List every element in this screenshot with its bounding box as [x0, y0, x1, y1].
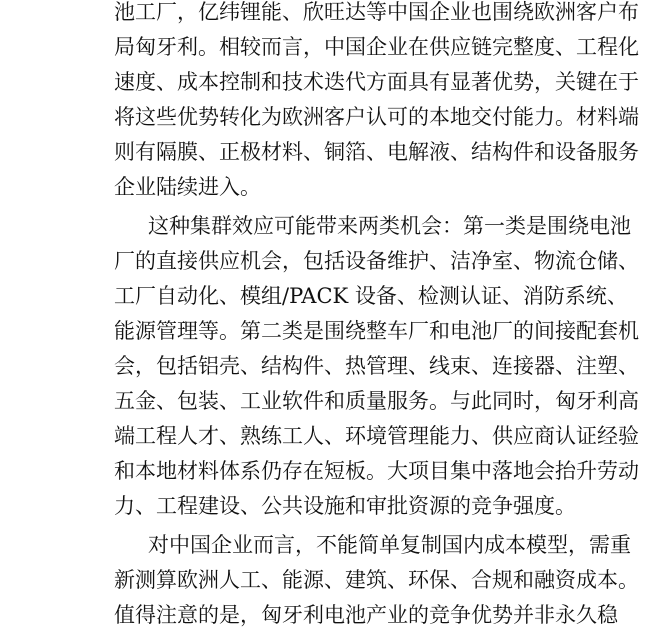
- text-line: 能源管理等。第二类是围绕整车厂和电池厂的间接配套机: [114, 319, 639, 343]
- text-line: 值得注意的是，匈牙利电池产业的竞争优势并非永久稳: [114, 603, 618, 627]
- paragraph-first-line: 这种集群效应可能带来两类机会：第一类是围绕电池: [148, 214, 631, 238]
- text-line: 则有隔膜、正极材料、铜箔、电解液、结构件和设备服务: [114, 140, 639, 164]
- text-line: 和本地材料体系仍存在短板。大项目集中落地会抬升劳动: [114, 459, 639, 483]
- text-line: 池工厂，亿纬锂能、欣旺达等中国企业也围绕欧洲客户布: [114, 0, 639, 24]
- text-line: 端工程人才、熟练工人、环境管理能力、供应商认证经验: [114, 424, 639, 448]
- text-line: 厂的直接供应机会，包括设备维护、洁净室、物流仓储、: [114, 249, 639, 273]
- text-line: 局匈牙利。相较而言，中国企业在供应链完整度、工程化: [114, 35, 639, 59]
- paragraph-first-line: 对中国企业而言，不能简单复制国内成本模型，需重: [148, 533, 631, 557]
- text-line: 会，包括铝壳、结构件、热管理、线束、连接器、注塑、: [114, 354, 639, 378]
- text-line: 将这些优势转化为欧洲客户认可的本地交付能力。材料端: [114, 105, 639, 129]
- text-line: 力、工程建设、公共设施和审批资源的竞争强度。: [114, 494, 576, 518]
- text-line: 企业陆续进入。: [114, 175, 261, 199]
- text-line: 五金、包装、工业软件和质量服务。与此同时，匈牙利高: [114, 389, 639, 413]
- text-line: 速度、成本控制和技术迭代方面具有显著优势，关键在于: [114, 70, 639, 94]
- text-line: 工厂自动化、模组/PACK 设备、检测认证、消防系统、: [114, 284, 628, 308]
- text-line: 新测算欧洲人工、能源、建筑、环保、合规和融资成本。: [114, 568, 639, 592]
